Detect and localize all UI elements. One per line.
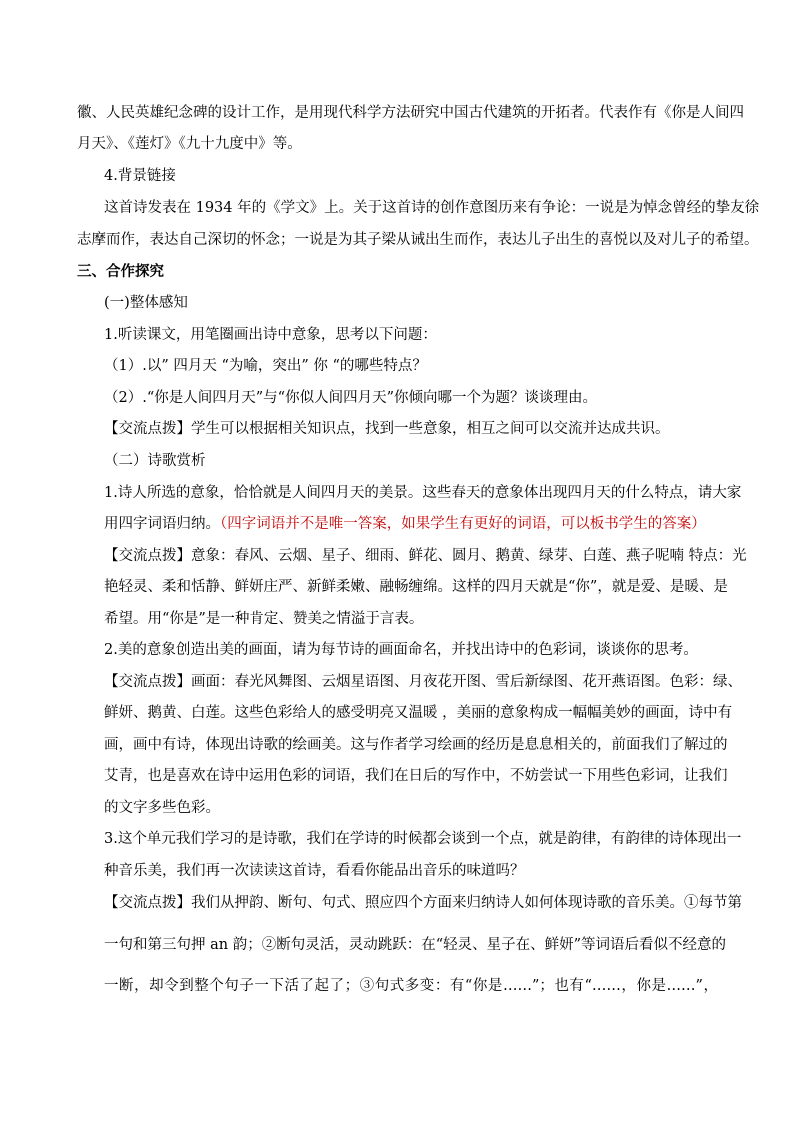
paragraph-line: 这首诗发表在 1934 年的《学文》上。关于这首诗的创作意图历来有争论：一说是为悼念曾经的挚友徐 — [104, 200, 760, 216]
question-line: 种音乐美，我们再一次读读这首诗，看看你能品出音乐的味道吗？ — [104, 863, 525, 879]
answer-line: 希望。用“你是”是一种肯定、赞美之情溢于言表。 — [104, 611, 424, 627]
answer-line: 艳轻灵、柔和恬静、鲜妍庄严、新鲜柔嫩、融畅缠绵。这样的四月天就是“你”，就是爱、是暖、是 — [104, 579, 728, 595]
answer-line: 【交流点拨】学生可以根据相关知识点，找到一些意象，相互之间可以交流并达成共识。 — [104, 421, 670, 437]
paragraph-line: 徽、人民英雄纪念碑的设计工作，是用现代科学方法研究中国古代建筑的开拓者。代表作有《你是人间四 — [77, 105, 744, 121]
answer-line: 【交流点拨】意象：春风、云烟、星子、细雨、鲜花、圆月、鹅黄、绿芽、白莲、燕子呢喃 特点：光 — [104, 548, 747, 564]
question-line: 1.诗人所选的意象，恰恰就是人间四月天的美景。这些春天的意象体出现四月天的什么特点，请大家 — [104, 485, 742, 501]
question-line: 1.听读课文，用笔圈画出诗中意象，思考以下问题： — [104, 327, 437, 343]
question-line: （2）.“你是人间四月天”与“你似人间四月天”你倾向哪一个为题？谈谈理由。 — [104, 390, 597, 406]
answer-line: 【交流点拨】我们从押韵、断句、句式、照应四个方面来归纳诗人如何体现诗歌的音乐美。①每节第 — [104, 895, 742, 911]
question-line — [104, 514, 706, 534]
question-line: 3.这个单元我们学习的是诗歌，我们在学诗的时候都会谈到一个点，就是韵律，有韵律的诗体现出一 — [104, 831, 742, 847]
answer-line: 画，画中有诗，体现出诗歌的绘画美。这与作者学习绘画的经历是息息相关的，前面我们了解过的 — [104, 737, 728, 753]
section-heading: 三、合作探究 — [77, 264, 164, 280]
answer-line: 一句和第三句押 an 韵；②断句灵活，灵动跳跃：在“轻灵、星子在、鲜妍”等词语后看似不经意的 — [104, 937, 727, 953]
answer-line: 鲜妍、鹅黄、白莲。这些色彩给人的感受明亮又温暖 ，美丽的意象构成一幅幅美妙的画面，诗中有 — [104, 705, 733, 721]
answer-line: 的文字多些色彩。 — [104, 800, 220, 816]
paragraph-line: 志摩而作，表达自己深切的怀念；一说是为其子梁从诫出生而作，表达儿子出生的喜悦以及对儿子的希望。 — [77, 232, 759, 248]
answer-line: 艾青，也是喜欢在诗中运用色彩的词语，我们在日后的写作中，不妨尝试一下用些色彩词，让我们 — [104, 768, 728, 784]
answer-line: 一断，却令到整个句子一下活了起了；③句式多变：有“你是……”；也有“……，你是……”， — [104, 978, 718, 994]
subsection-heading: (一)整体感知 — [104, 295, 188, 311]
question-text: 用四字词语归纳。 — [104, 516, 220, 532]
section-subheading: 4.背景链接 — [104, 168, 176, 184]
subsection-heading: （二）诗歌赏析 — [104, 453, 206, 469]
teacher-note: （四字词语并不是唯一答案，如果学生有更好的词语，可以板书学生的答案） — [220, 516, 706, 532]
answer-line: 【交流点拨】画面：春光风舞图、云烟星语图、月夜花开图、雪后新绿图、花开燕语图。色彩：绿、 — [104, 674, 742, 690]
paragraph-line: 月天》、《莲灯》《九十九度中》等。 — [77, 136, 302, 152]
question-line: （1）.以” 四月天 “为喻，突出” 你 “的哪些特点？ — [104, 358, 427, 374]
question-line: 2.美的意象创造出美的画面，请为每节诗的画面命名，并找出诗中的色彩词，谈谈你的思考。 — [104, 642, 698, 658]
